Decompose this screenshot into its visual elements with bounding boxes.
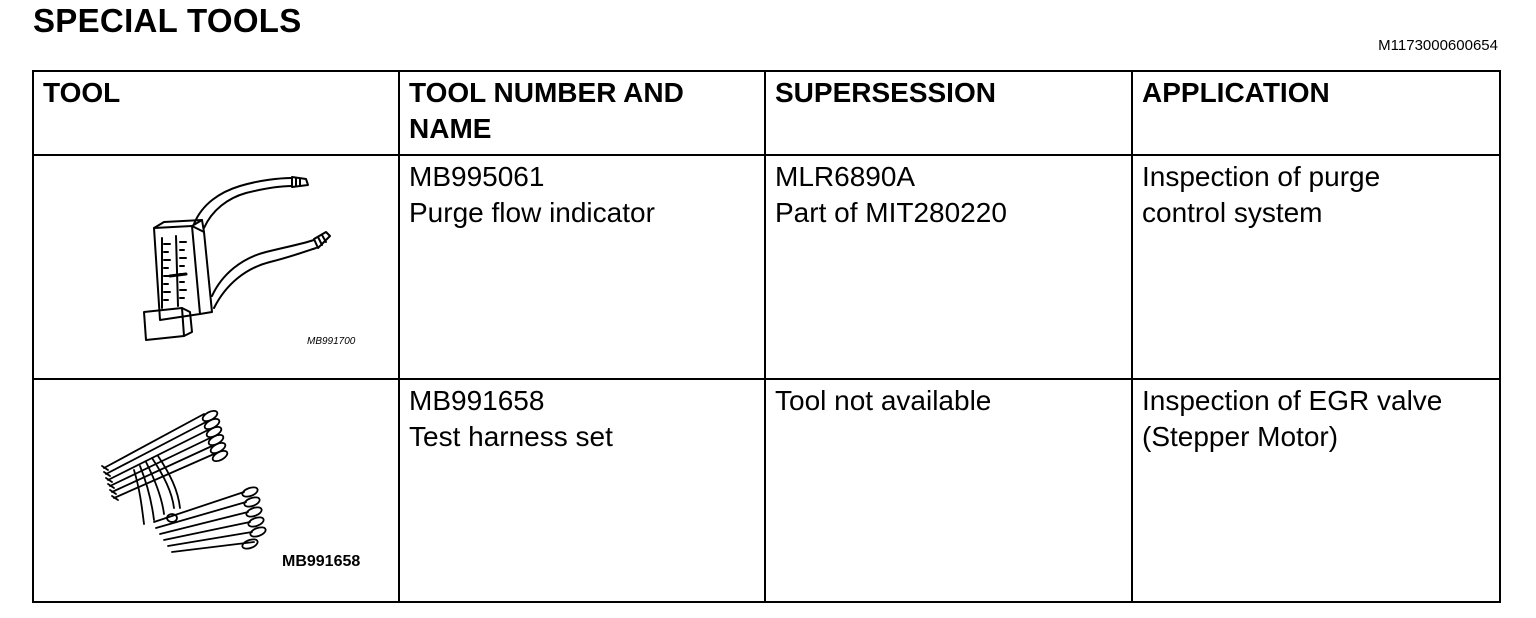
application-cell (1132, 379, 1500, 602)
page-title: SPECIAL TOOLS (33, 2, 302, 39)
table-header-row (33, 71, 1500, 155)
tool-image-caption: MB991700 (307, 336, 356, 347)
tool-image-cell (33, 155, 399, 379)
purge-flow-indicator-drawing-icon (34, 156, 398, 376)
tool-number: MB995061 (409, 161, 545, 192)
tool-number-and-name-cell (399, 379, 765, 602)
application-line: Inspection of purge (1142, 161, 1381, 192)
application-line: Inspection of EGR valve (1142, 385, 1443, 416)
column-header-tool-number-and-name: TOOL NUMBER AND NAME (399, 71, 765, 155)
column-header-application: APPLICATION (1132, 71, 1500, 155)
supersession-cell (765, 155, 1132, 379)
special-tools-table (32, 70, 1501, 603)
column-header-supersession: SUPERSESSION (765, 71, 1132, 155)
tool-image-caption: MB991658 (282, 553, 361, 570)
application-line: (Stepper Motor) (1142, 421, 1339, 452)
table-row (33, 379, 1500, 602)
table-row (33, 155, 1500, 379)
test-harness-set-drawing-icon (34, 380, 398, 600)
supersession-cell (765, 379, 1132, 602)
application-line: control system (1142, 197, 1323, 228)
application-cell (1132, 155, 1500, 379)
tool-name: Purge flow indicator (409, 197, 655, 228)
tool-name: Test harness set (409, 421, 613, 452)
supersession-line: Part of MIT280220 (775, 197, 1007, 228)
tool-image-cell (33, 379, 399, 602)
tool-number-and-name-cell (399, 155, 765, 379)
tool-number: MB991658 (409, 385, 545, 416)
supersession-line: MLR6890A (775, 161, 916, 192)
column-header-tool: TOOL (33, 71, 399, 155)
supersession-line: Tool not available (775, 385, 992, 416)
document-id: M1173000600654 (1378, 37, 1498, 54)
